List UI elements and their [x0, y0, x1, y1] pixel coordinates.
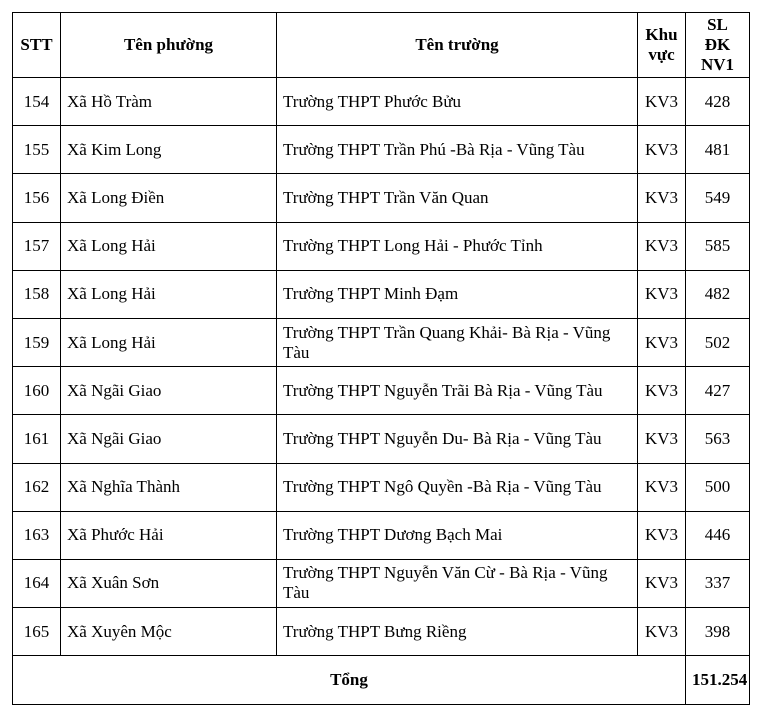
cell-count: 502	[686, 318, 750, 366]
cell-stt: 160	[13, 367, 61, 415]
cell-area: KV3	[638, 174, 686, 222]
table-row	[13, 367, 750, 415]
cell-ward: Xã Xuân Sơn	[61, 559, 277, 607]
cell-school: Trường THPT Long Hải - Phước Tỉnh	[277, 222, 638, 270]
cell-stt: 155	[13, 126, 61, 174]
table-row	[13, 511, 750, 559]
cell-ward: Xã Xuyên Mộc	[61, 608, 277, 656]
header-count-line-2: ĐK	[704, 35, 731, 54]
cell-ward: Xã Long Hải	[61, 270, 277, 318]
cell-area: KV3	[638, 270, 686, 318]
cell-school: Trường THPT Minh Đạm	[277, 270, 638, 318]
cell-area: KV3	[638, 126, 686, 174]
cell-school: Trường THPT Trần Phú -Bà Rịa - Vũng Tàu	[277, 126, 638, 174]
cell-stt: 161	[13, 415, 61, 463]
cell-stt: 159	[13, 318, 61, 366]
table-row	[13, 559, 750, 607]
cell-ward: Xã Nghĩa Thành	[61, 463, 277, 511]
cell-school: Trường THPT Nguyễn Trãi Bà Rịa - Vũng Tàu	[277, 367, 638, 415]
total-row	[13, 656, 750, 705]
cell-school: Trường THPT Phước Bửu	[277, 78, 638, 126]
table-row	[13, 126, 750, 174]
cell-stt: 163	[13, 511, 61, 559]
header-count-line-3: NV1	[700, 55, 735, 74]
cell-count: 427	[686, 367, 750, 415]
header-area	[638, 13, 686, 78]
cell-ward: Xã Long Điền	[61, 174, 277, 222]
header-stt: STT	[13, 13, 61, 78]
cell-count: 481	[686, 126, 750, 174]
cell-ward: Xã Ngãi Giao	[61, 367, 277, 415]
header-count	[686, 13, 750, 78]
table-row	[13, 174, 750, 222]
cell-area: KV3	[638, 318, 686, 366]
header-school: Tên trường	[277, 13, 638, 78]
cell-area: KV3	[638, 222, 686, 270]
cell-area: KV3	[638, 78, 686, 126]
cell-stt: 157	[13, 222, 61, 270]
cell-count: 428	[686, 78, 750, 126]
cell-school: Trường THPT Nguyễn Du- Bà Rịa - Vũng Tàu	[277, 415, 638, 463]
total-value: 151.254	[686, 656, 750, 705]
cell-area: KV3	[638, 559, 686, 607]
cell-ward: Xã Long Hải	[61, 318, 277, 366]
header-area-line-2: vực	[648, 45, 675, 64]
cell-school: Trường THPT Ngô Quyền -Bà Rịa - Vũng Tàu	[277, 463, 638, 511]
cell-school: Trường THPT Dương Bạch Mai	[277, 511, 638, 559]
table-row	[13, 463, 750, 511]
header-area-line-1: Khu	[645, 25, 678, 44]
cell-stt: 165	[13, 608, 61, 656]
cell-ward: Xã Ngãi Giao	[61, 415, 277, 463]
cell-count: 549	[686, 174, 750, 222]
cell-count: 446	[686, 511, 750, 559]
cell-school: Trường THPT Nguyễn Văn Cừ - Bà Rịa - Vũng Tàu	[277, 559, 638, 607]
cell-stt: 156	[13, 174, 61, 222]
table-row	[13, 608, 750, 656]
header-row	[13, 13, 750, 78]
table-row	[13, 78, 750, 126]
table-row	[13, 318, 750, 366]
cell-count: 585	[686, 222, 750, 270]
cell-stt: 158	[13, 270, 61, 318]
cell-ward: Xã Phước Hải	[61, 511, 277, 559]
cell-area: KV3	[638, 463, 686, 511]
table-row	[13, 222, 750, 270]
cell-school: Trường THPT Trần Văn Quan	[277, 174, 638, 222]
cell-area: KV3	[638, 367, 686, 415]
cell-ward: Xã Hồ Tràm	[61, 78, 277, 126]
cell-count: 500	[686, 463, 750, 511]
cell-school: Trường THPT Bưng Riềng	[277, 608, 638, 656]
cell-area: KV3	[638, 415, 686, 463]
cell-count: 337	[686, 559, 750, 607]
cell-ward: Xã Kim Long	[61, 126, 277, 174]
cell-school: Trường THPT Trần Quang Khải- Bà Rịa - Vũng Tàu	[277, 318, 638, 366]
cell-area: KV3	[638, 511, 686, 559]
table-row	[13, 270, 750, 318]
table-body	[13, 78, 750, 656]
header-ward: Tên phường	[61, 13, 277, 78]
enrollment-table	[12, 12, 750, 705]
cell-stt: 162	[13, 463, 61, 511]
cell-ward: Xã Long Hải	[61, 222, 277, 270]
cell-count: 563	[686, 415, 750, 463]
header-count-line-1: SL	[707, 15, 728, 34]
cell-stt: 164	[13, 559, 61, 607]
cell-count: 482	[686, 270, 750, 318]
table-row	[13, 415, 750, 463]
cell-count: 398	[686, 608, 750, 656]
cell-stt: 154	[13, 78, 61, 126]
cell-area: KV3	[638, 608, 686, 656]
total-label: Tổng	[13, 656, 686, 705]
